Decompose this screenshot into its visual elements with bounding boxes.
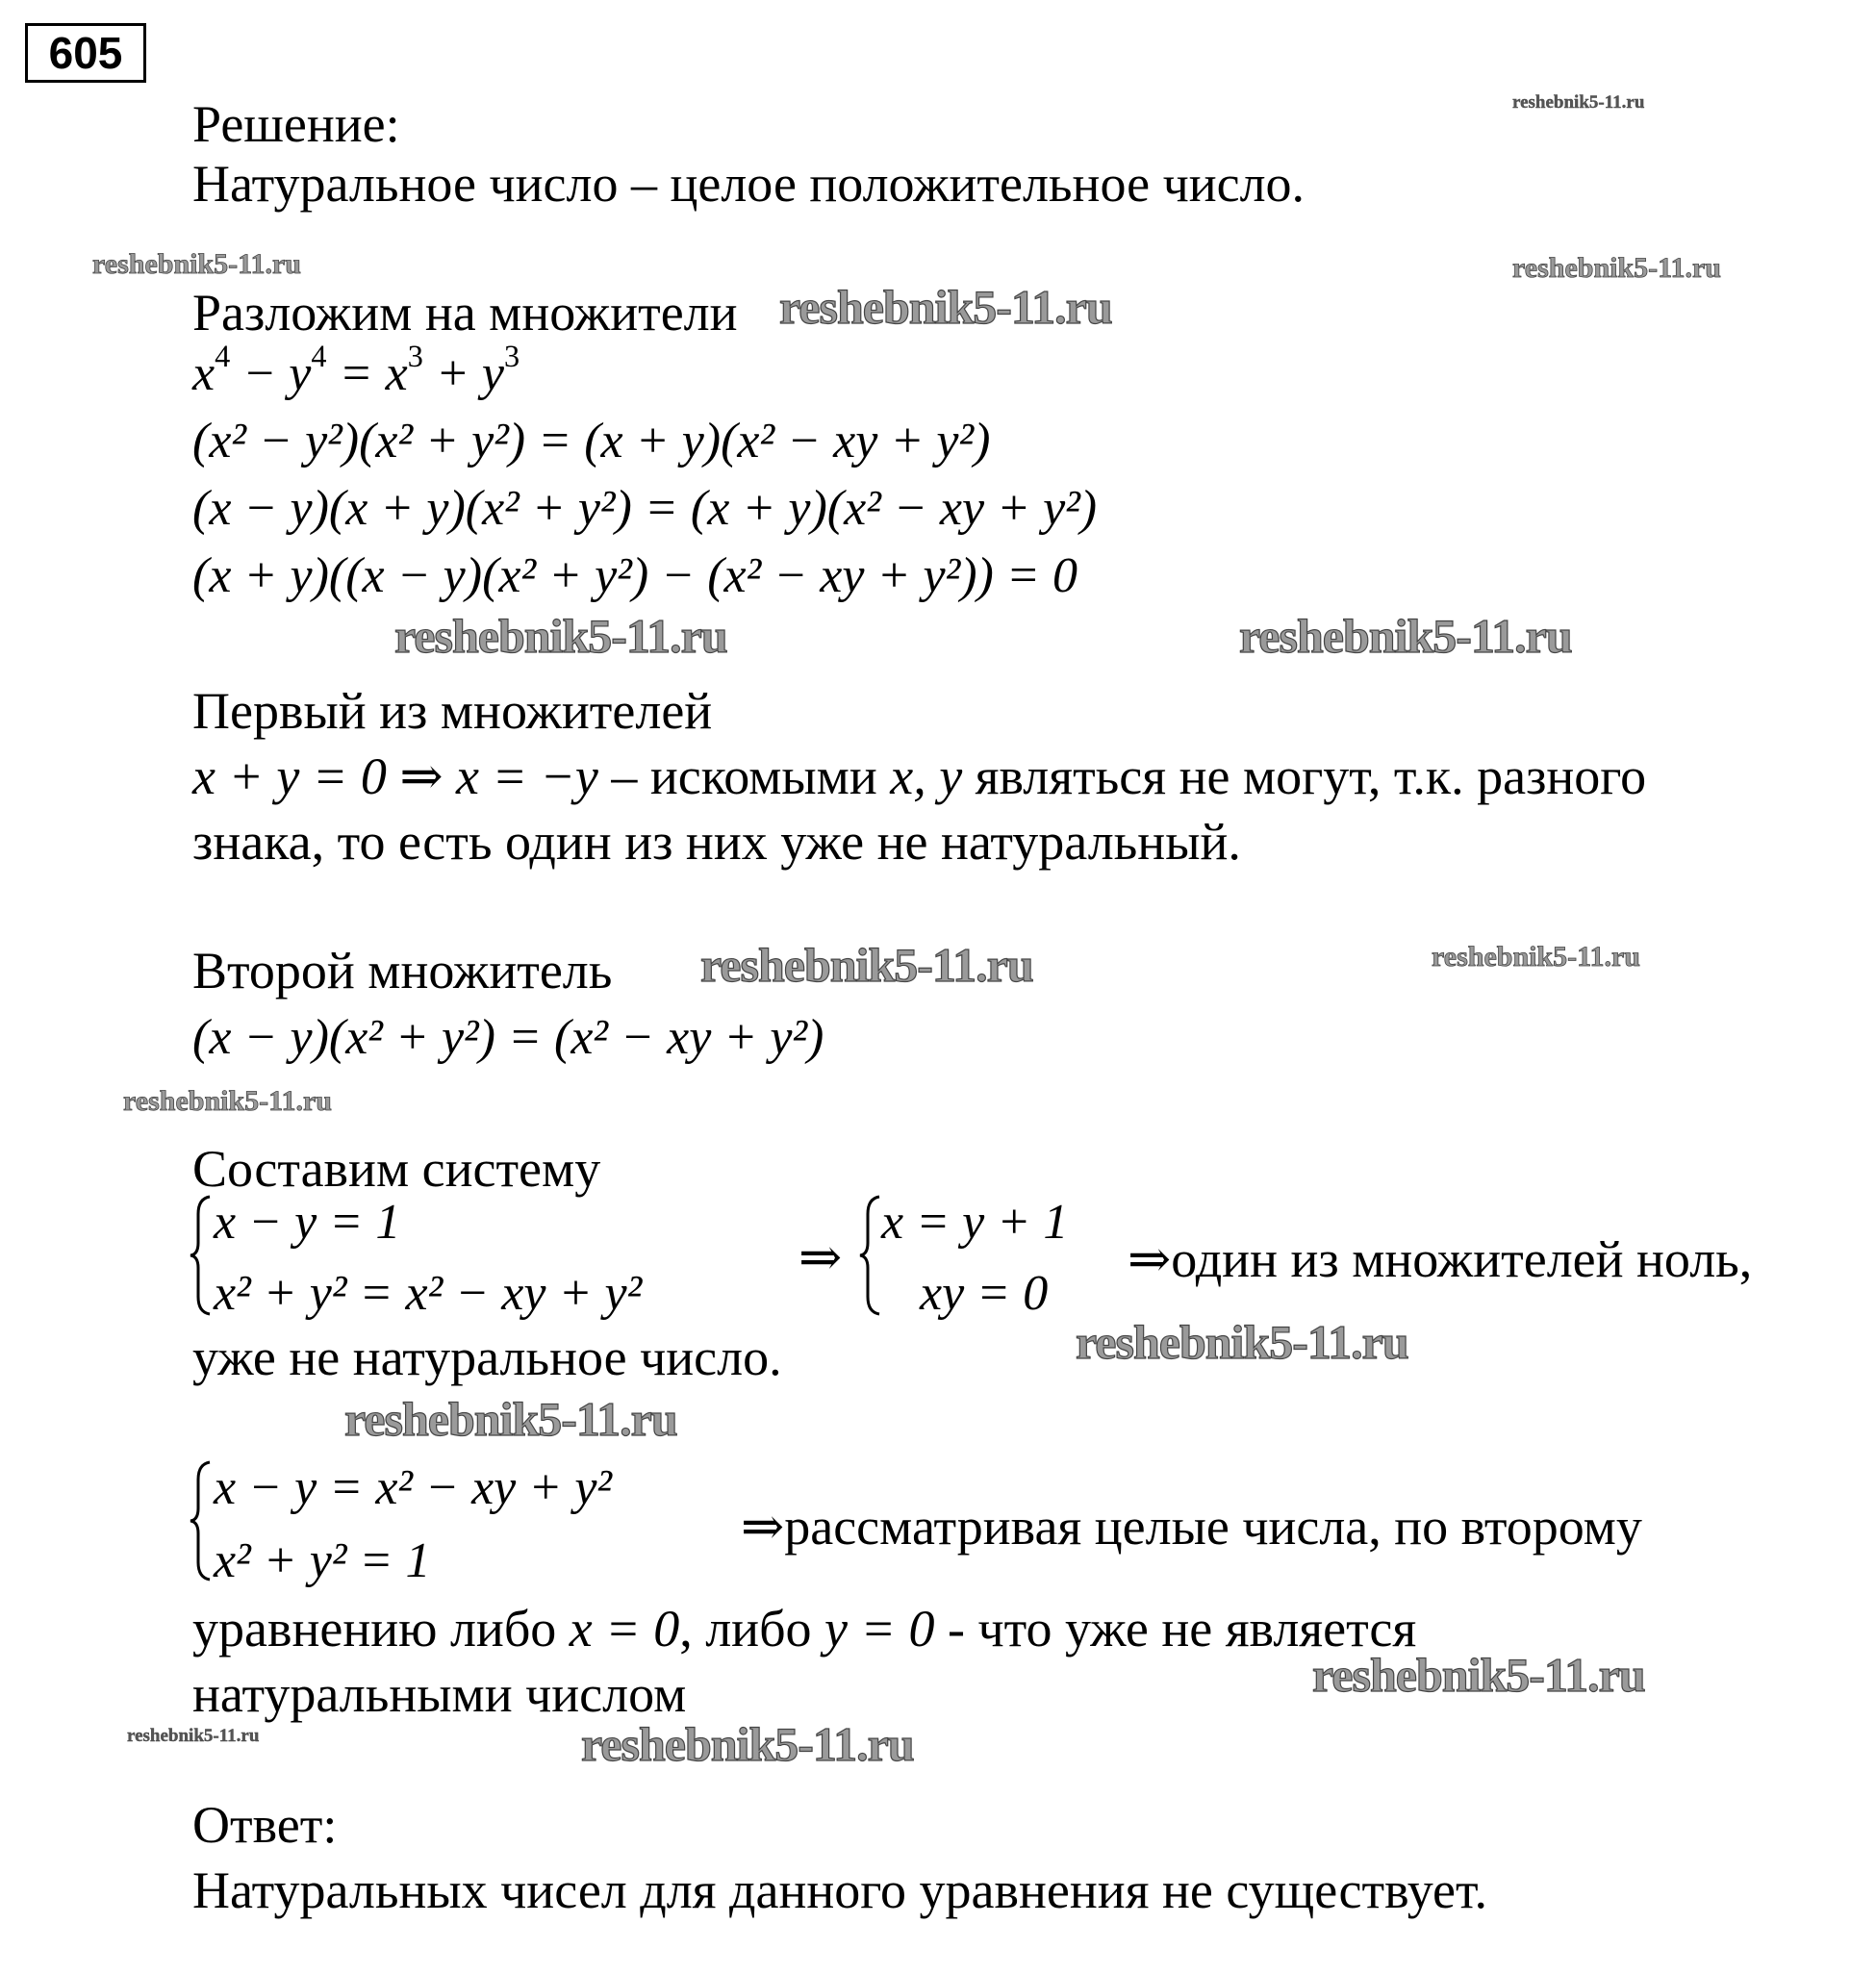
- definition-text: Натуральное число – целое положительное число.: [192, 155, 1306, 213]
- first-factor-line-2: знака, то есть один из них уже не натуральный.: [192, 813, 1241, 871]
- watermark: reshebnik5-11.ru: [1076, 1315, 1408, 1369]
- system1-result-row-2: xy = 0: [920, 1266, 1049, 1321]
- system1-conclusion-2: уже не натуральное число.: [192, 1329, 782, 1386]
- solution-heading: Решение:: [192, 95, 400, 153]
- system1-row-2: x² + y² = x² − xy + y²: [214, 1266, 643, 1321]
- equation-1: $x^4 - y^4 = x^3 + y^3$: [192, 338, 520, 401]
- watermark: reshebnik5-11.ru: [1512, 252, 1721, 284]
- left-brace-icon: [189, 1458, 214, 1583]
- system1-conclusion: ⇒один из множителей ноль,: [1128, 1230, 1753, 1288]
- system2-conclusion: ⇒рассматривая целые числа, по второму: [741, 1498, 1642, 1556]
- watermark: reshebnik5-11.ru: [127, 1726, 260, 1746]
- watermark: reshebnik5-11.ru: [1512, 92, 1645, 113]
- watermark: reshebnik5-11.ru: [581, 1717, 914, 1771]
- system2-line-3: натуральными числом: [192, 1665, 687, 1723]
- system2-row-1: x − y = x² − xy + y²: [214, 1460, 613, 1515]
- system1-row-1: x − y = 1: [214, 1195, 401, 1250]
- equation-3: (x − y)(x + y)(x² + y²) = (x + y)(x² − xy + y²): [192, 481, 1098, 536]
- problem-number: 605: [25, 23, 146, 83]
- system2-row-2: x² + y² = 1: [214, 1533, 431, 1588]
- equation-5: (x − y)(x² + y²) = (x² − xy + y²): [192, 1010, 824, 1065]
- implies-arrow: ⇒: [799, 1228, 843, 1286]
- first-factor-line-1: x + y = 0 ⇒ x = −y – искомыми x, y являться не могут, т.к. разного: [192, 747, 1647, 805]
- left-brace-icon: [189, 1193, 214, 1318]
- system1-result-row-1: x = y + 1: [881, 1195, 1069, 1250]
- equation-4: (x + y)((x − y)(x² + y²) − (x² − xy + y²)) = 0: [192, 548, 1077, 603]
- first-factor-title: Первый из множителей: [192, 682, 713, 740]
- watermark: reshebnik5-11.ru: [700, 938, 1033, 992]
- left-brace-icon: [858, 1193, 883, 1318]
- watermark: reshebnik5-11.ru: [394, 609, 727, 663]
- second-factor-title: Второй множитель: [192, 942, 613, 1000]
- answer-text: Натуральных чисел для данного уравнения не существует.: [192, 1861, 1488, 1919]
- watermark: reshebnik5-11.ru: [1239, 609, 1572, 663]
- system-intro: Составим систему: [192, 1140, 601, 1198]
- watermark: reshebnik5-11.ru: [1312, 1648, 1645, 1702]
- factorize-intro: Разложим на множители: [192, 284, 738, 342]
- watermark: reshebnik5-11.ru: [779, 280, 1112, 334]
- watermark: reshebnik5-11.ru: [123, 1085, 332, 1117]
- answer-heading: Ответ:: [192, 1796, 338, 1854]
- watermark: reshebnik5-11.ru: [1432, 941, 1640, 973]
- watermark: reshebnik5-11.ru: [344, 1392, 677, 1446]
- system2-line-2: уравнению либо x = 0, либо y = 0 - что уже не является: [192, 1600, 1417, 1658]
- watermark: reshebnik5-11.ru: [92, 248, 301, 280]
- equation-2: (x² − y²)(x² + y²) = (x + y)(x² − xy + y²): [192, 414, 991, 468]
